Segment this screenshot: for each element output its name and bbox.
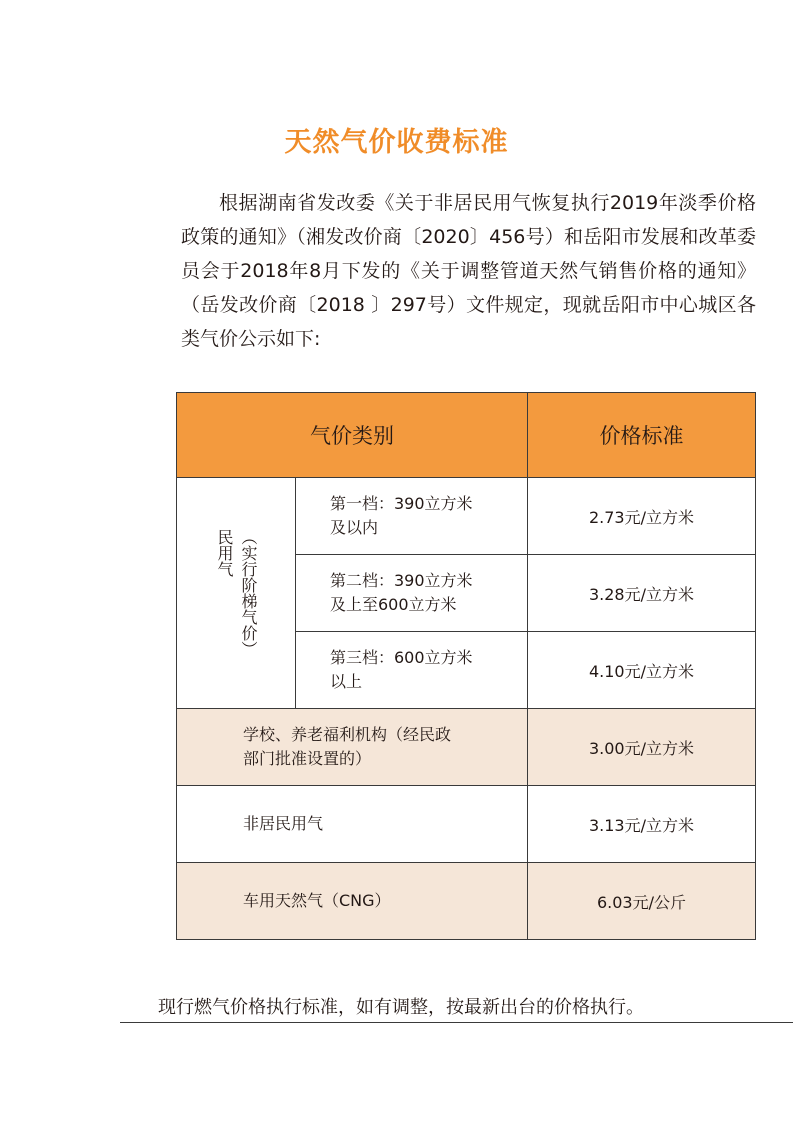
tier-1-label <box>296 478 528 555</box>
tier-1-label-line2: 及以内 <box>330 518 379 537</box>
tier-3-price: 4.10元/立方米 <box>528 632 756 709</box>
school-price: 3.00元/立方米 <box>528 709 756 786</box>
school-label-line2: 部门批准设置的） <box>243 749 372 768</box>
non-residential-label: 非居民用气 <box>177 786 528 863</box>
tier-2-label-line1: 第二档：390立方米 <box>330 571 473 590</box>
footer-notice: 现行燃气价格执行标准，如有调整，按最新出台的价格执行。 <box>158 997 644 1018</box>
intro-text: 根据湖南省发改委《关于非居民用气恢复执行2019年淡季价格政策的通知》（湘发改价商〔2020〕456号）和岳阳市发展和改革委员会于2018年8月下发的《关于调整管道天然气销售价格的通知》（岳发改价商〔2018 〕297号）文件规定，现就岳阳市中心城区各类气价公示如下: <box>181 192 756 350</box>
tier-3-label-line1: 第三档：600立方米 <box>330 648 473 667</box>
header-price: 价格标准 <box>528 393 756 478</box>
intro-paragraph <box>181 186 756 356</box>
table-row <box>177 709 756 786</box>
footer-divider <box>120 1022 793 1023</box>
residential-note: （实行阶梯气价） <box>239 529 258 657</box>
header-category: 气价类别 <box>177 393 528 478</box>
cng-label: 车用天然气（CNG） <box>177 863 528 940</box>
table-row <box>177 478 756 555</box>
tier-1-price: 2.73元/立方米 <box>528 478 756 555</box>
residential-group-cell <box>177 478 296 709</box>
tier-3-label <box>296 632 528 709</box>
residential-name: 民用气 <box>215 529 234 577</box>
table-row <box>177 863 756 940</box>
cng-price: 6.03元/公斤 <box>528 863 756 940</box>
school-label-line1: 学校、养老福利机构（经民政 <box>243 725 452 744</box>
tier-2-price: 3.28元/立方米 <box>528 555 756 632</box>
tier-2-label <box>296 555 528 632</box>
table-header-row <box>177 393 756 478</box>
non-residential-price: 3.13元/立方米 <box>528 786 756 863</box>
school-label <box>177 709 528 786</box>
price-table <box>176 392 756 940</box>
tier-3-label-line2: 以上 <box>330 672 363 691</box>
tier-1-label-line1: 第一档：390立方米 <box>330 494 473 513</box>
page-title: 天然气价收费标准 <box>284 127 509 158</box>
tier-2-label-line2: 及上至600立方米 <box>330 595 457 614</box>
table-row <box>177 786 756 863</box>
